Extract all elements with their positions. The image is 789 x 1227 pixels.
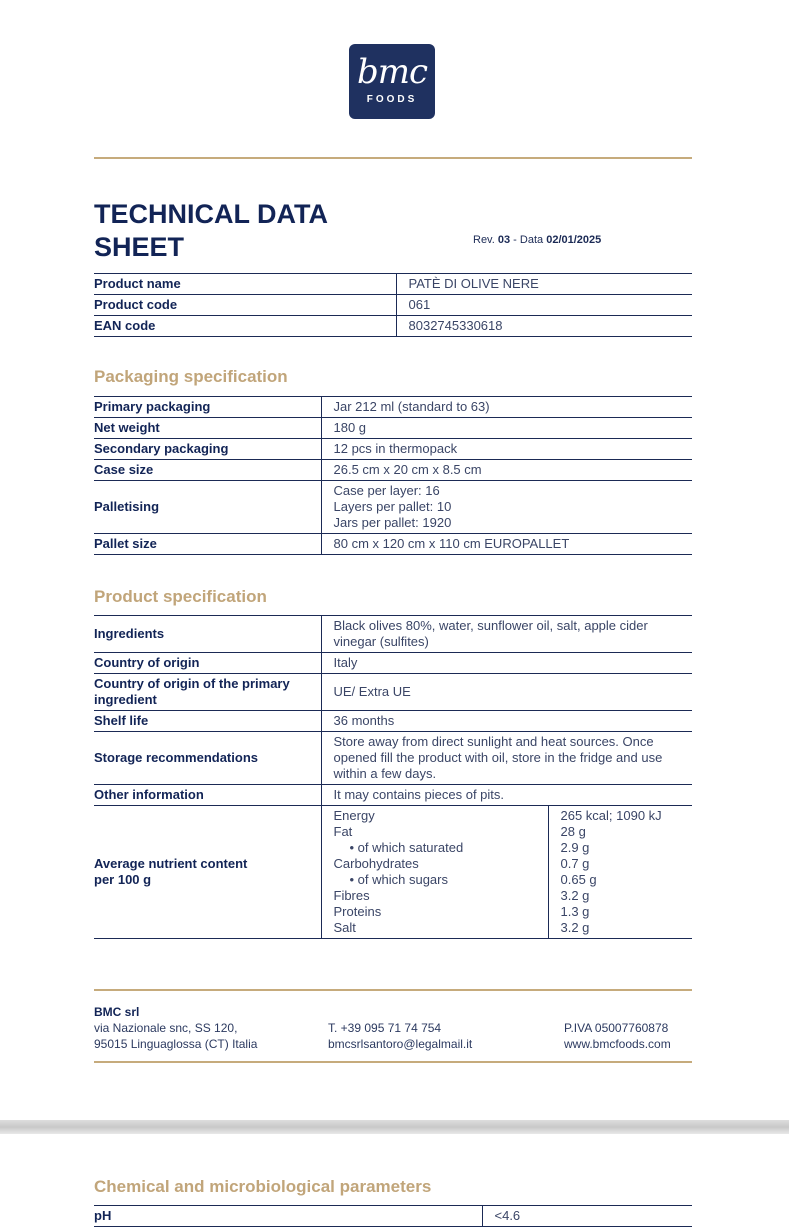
divider xyxy=(94,1061,692,1063)
table-row xyxy=(94,653,692,674)
bmc-foods-logo xyxy=(349,44,435,119)
row-value: Jar 212 ml (standard to 63) xyxy=(321,397,692,418)
row-label: Primary packaging xyxy=(94,397,321,418)
row-value: 180 g xyxy=(321,418,692,439)
row-value: Italy xyxy=(321,653,692,674)
row-label: Other information xyxy=(94,785,321,806)
row-label: Country of origin xyxy=(94,653,321,674)
nutrient-amount: 2.9 g xyxy=(560,840,590,855)
packaging-table xyxy=(94,396,692,555)
nutrient-name: Fat xyxy=(333,824,353,839)
table-row xyxy=(94,711,692,732)
nutrient-values xyxy=(321,806,692,939)
value-end: ) xyxy=(424,634,429,649)
row-value xyxy=(321,481,692,534)
nutrient-name: • of which sugars xyxy=(349,872,448,887)
row-value: 26.5 cm x 20 cm x 8.5 cm xyxy=(321,460,692,481)
table-row xyxy=(94,418,692,439)
nutrient-name: • of which saturated xyxy=(349,840,464,855)
table-row xyxy=(94,274,692,295)
address-line: via Nazionale snc, SS 120, xyxy=(94,1021,238,1035)
row-label: Average nutrient content per 100 g xyxy=(94,806,321,939)
table-row xyxy=(94,1206,692,1227)
row-label: Secondary packaging xyxy=(94,439,321,460)
row-value: PATÈ DI OLIVE NERE xyxy=(396,274,692,295)
logo-sub: FOODS xyxy=(366,94,418,105)
rev-label: Rev. xyxy=(473,234,495,246)
nutrient-amounts xyxy=(549,806,662,938)
table-row xyxy=(94,316,692,337)
row-value: Store away from direct sunlight and heat sources. Once opened fill the product with oil, store in the fridge and use within a few days. xyxy=(321,732,692,785)
nutrient-amount: 28 g xyxy=(560,824,586,839)
row-label: Shelf life xyxy=(94,711,321,732)
row-label: Case size xyxy=(94,460,321,481)
value-text: Black olives 80%, water, sunflower oil, salt, apple cider vinegar ( xyxy=(333,618,648,649)
row-label: Country of origin of the primary ingredient xyxy=(94,674,321,711)
logo-script: bmc xyxy=(356,52,428,92)
product-spec-table xyxy=(94,615,692,939)
product-table xyxy=(94,273,692,337)
table-row xyxy=(94,397,692,418)
nutrient-amount: 1.3 g xyxy=(560,904,590,919)
allergen: sulfites xyxy=(384,634,425,649)
row-label: Product name xyxy=(94,274,396,295)
value-line: Case per layer: 16 xyxy=(333,483,440,498)
page-title: TECHNICAL DATA SHEET xyxy=(94,199,327,262)
company-name: BMC srl xyxy=(94,1005,140,1019)
nutrient-name: Fibres xyxy=(333,888,370,903)
nutrient-name: Proteins xyxy=(333,904,382,919)
divider xyxy=(94,989,692,991)
row-label: Product code xyxy=(94,295,396,316)
table-row xyxy=(94,460,692,481)
value-line: Layers per pallet: 10 xyxy=(333,499,452,514)
divider xyxy=(94,157,692,159)
row-label: EAN code xyxy=(94,316,396,337)
nutrient-name: Carbohydrates xyxy=(333,856,419,871)
nutrient-names xyxy=(322,806,549,938)
address-line: 95015 Linguaglossa (CT) Italia xyxy=(94,1037,258,1051)
nutrient-name: Salt xyxy=(333,920,356,935)
rev-date: 02/01/2025 xyxy=(546,234,602,246)
table-row xyxy=(94,481,692,534)
table-row xyxy=(94,674,692,711)
page-break xyxy=(0,1120,789,1134)
vat-number: P.IVA 05007760878 xyxy=(564,1021,669,1035)
row-value: 12 pcs in thermopack xyxy=(321,439,692,460)
chem-table xyxy=(94,1205,692,1227)
phone: T. +39 095 71 74 754 xyxy=(328,1021,442,1035)
rev-sep: - xyxy=(510,234,520,246)
row-value: 80 cm x 120 cm x 110 cm EUROPALLET xyxy=(321,534,692,555)
nutrient-row xyxy=(94,806,692,939)
row-label: Storage recommendations xyxy=(94,732,321,785)
row-value: <4.6 xyxy=(482,1206,692,1227)
nutrient-name: Energy xyxy=(333,808,375,823)
row-value: 36 months xyxy=(321,711,692,732)
nutrient-amount: 3.2 g xyxy=(560,920,590,935)
section-title: Packaging specification xyxy=(94,367,288,386)
value-line: Jars per pallet: 1920 xyxy=(333,515,452,530)
email-link[interactable]: bmcsrlsantoro@legalmail.it xyxy=(328,1037,473,1051)
section-title: Product specification xyxy=(94,587,267,606)
row-label: Net weight xyxy=(94,418,321,439)
table-row xyxy=(94,295,692,316)
row-label: Pallet size xyxy=(94,534,321,555)
revision-info xyxy=(473,234,601,246)
row-value: 061 xyxy=(396,295,692,316)
table-row xyxy=(94,616,692,653)
row-label: Palletising xyxy=(94,481,321,534)
row-label: Ingredients xyxy=(94,616,321,653)
table-row xyxy=(94,785,692,806)
row-value: It may contains pieces of pits. xyxy=(321,785,692,806)
row-label: pH xyxy=(94,1206,482,1227)
footer-contact xyxy=(328,1020,472,1052)
row-value xyxy=(321,616,692,653)
rev-number: 03 xyxy=(497,234,511,246)
row-value: 8032745330618 xyxy=(396,316,692,337)
section-title: Chemical and microbiological parameters xyxy=(94,1177,432,1196)
table-row xyxy=(94,732,692,785)
table-row xyxy=(94,439,692,460)
footer-address xyxy=(94,1004,257,1052)
row-value: UE/ Extra UE xyxy=(321,674,692,711)
nutrient-amount: 0.7 g xyxy=(560,856,590,871)
nutrient-amount: 0.65 g xyxy=(560,872,597,887)
nutrient-amount: 265 kcal; 1090 kJ xyxy=(560,808,662,823)
website-link[interactable]: www.bmcfoods.com xyxy=(564,1037,671,1051)
footer-company-info xyxy=(564,1020,671,1052)
date-label: Data xyxy=(519,234,544,246)
nutrient-amount: 3.2 g xyxy=(560,888,590,903)
table-row xyxy=(94,534,692,555)
